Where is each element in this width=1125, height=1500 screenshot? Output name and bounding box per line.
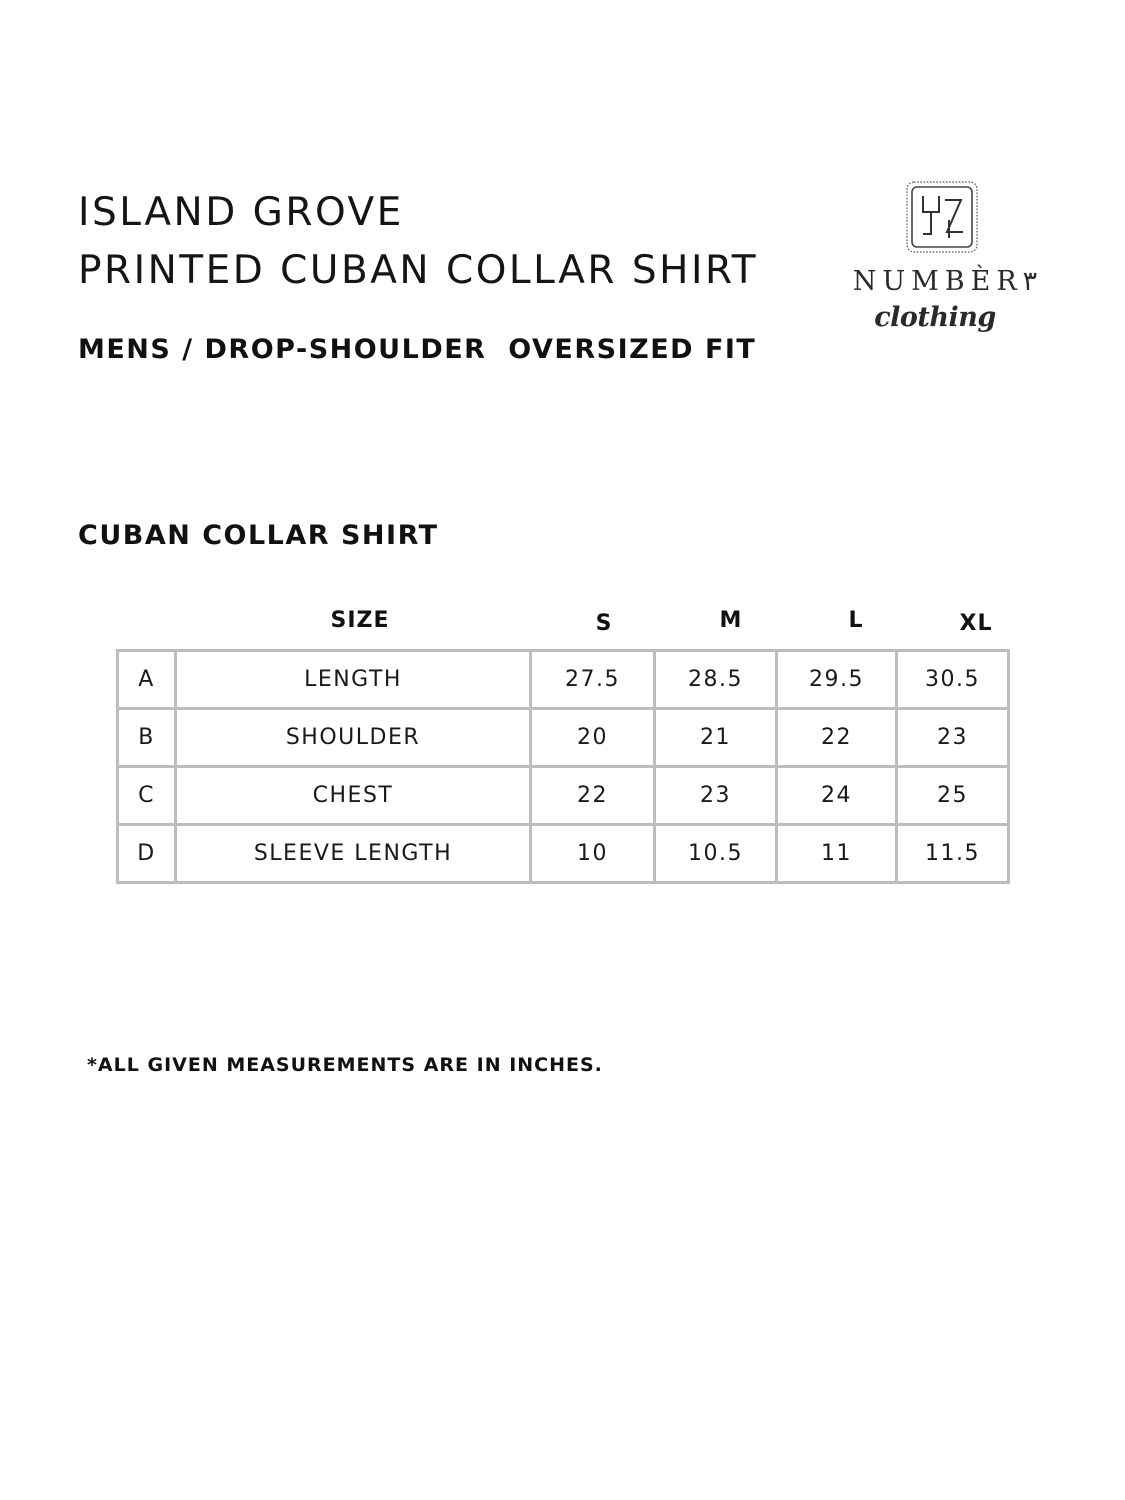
measurement-footnote: *ALL GIVEN MEASUREMENTS ARE IN INCHES. — [87, 1054, 603, 1076]
cell-l: 11 — [777, 825, 897, 883]
brand-logo — [830, 178, 1060, 343]
table-row — [118, 709, 1009, 767]
page-title-line-1: ISLAND GROVE — [78, 190, 404, 235]
cell-l: 29.5 — [777, 651, 897, 709]
row-code: B — [118, 709, 176, 767]
table-row — [118, 651, 1009, 709]
cell-l: 24 — [777, 767, 897, 825]
cell-s: 27.5 — [531, 651, 655, 709]
page-subtitle: MENS / DROP-SHOULDER OVERSIZED FIT — [78, 334, 757, 365]
cell-m: 10.5 — [655, 825, 777, 883]
row-label: CHEST — [176, 767, 531, 825]
table-row — [118, 825, 1009, 883]
table-row — [118, 767, 1009, 825]
cell-m: 23 — [655, 767, 777, 825]
cell-m: 21 — [655, 709, 777, 767]
cell-s: 20 — [531, 709, 655, 767]
cell-s: 10 — [531, 825, 655, 883]
size-column-header: SIZE — [330, 608, 390, 633]
row-code: C — [118, 767, 176, 825]
row-code: D — [118, 825, 176, 883]
size-chart-table — [116, 649, 1010, 884]
size-header-m: M — [719, 608, 743, 633]
page-title-line-2: PRINTED CUBAN COLLAR SHIRT — [78, 248, 759, 293]
cell-xl: 30.5 — [897, 651, 1009, 709]
size-header-s: S — [595, 611, 613, 636]
section-heading: CUBAN COLLAR SHIRT — [78, 520, 439, 551]
cell-xl: 11.5 — [897, 825, 1009, 883]
row-code: A — [118, 651, 176, 709]
cell-s: 22 — [531, 767, 655, 825]
cell-l: 22 — [777, 709, 897, 767]
cell-m: 28.5 — [655, 651, 777, 709]
brand-wordmark: NUMBÈR٣ — [852, 266, 1038, 297]
row-label: SLEEVE LENGTH — [176, 825, 531, 883]
cell-xl: 25 — [897, 767, 1009, 825]
brand-subtext: clothing — [874, 302, 996, 333]
row-label: SHOULDER — [176, 709, 531, 767]
row-label: LENGTH — [176, 651, 531, 709]
size-header-l: L — [848, 608, 864, 633]
cell-xl: 23 — [897, 709, 1009, 767]
brand-mark-icon — [905, 180, 979, 254]
size-header-xl: XL — [959, 611, 993, 636]
